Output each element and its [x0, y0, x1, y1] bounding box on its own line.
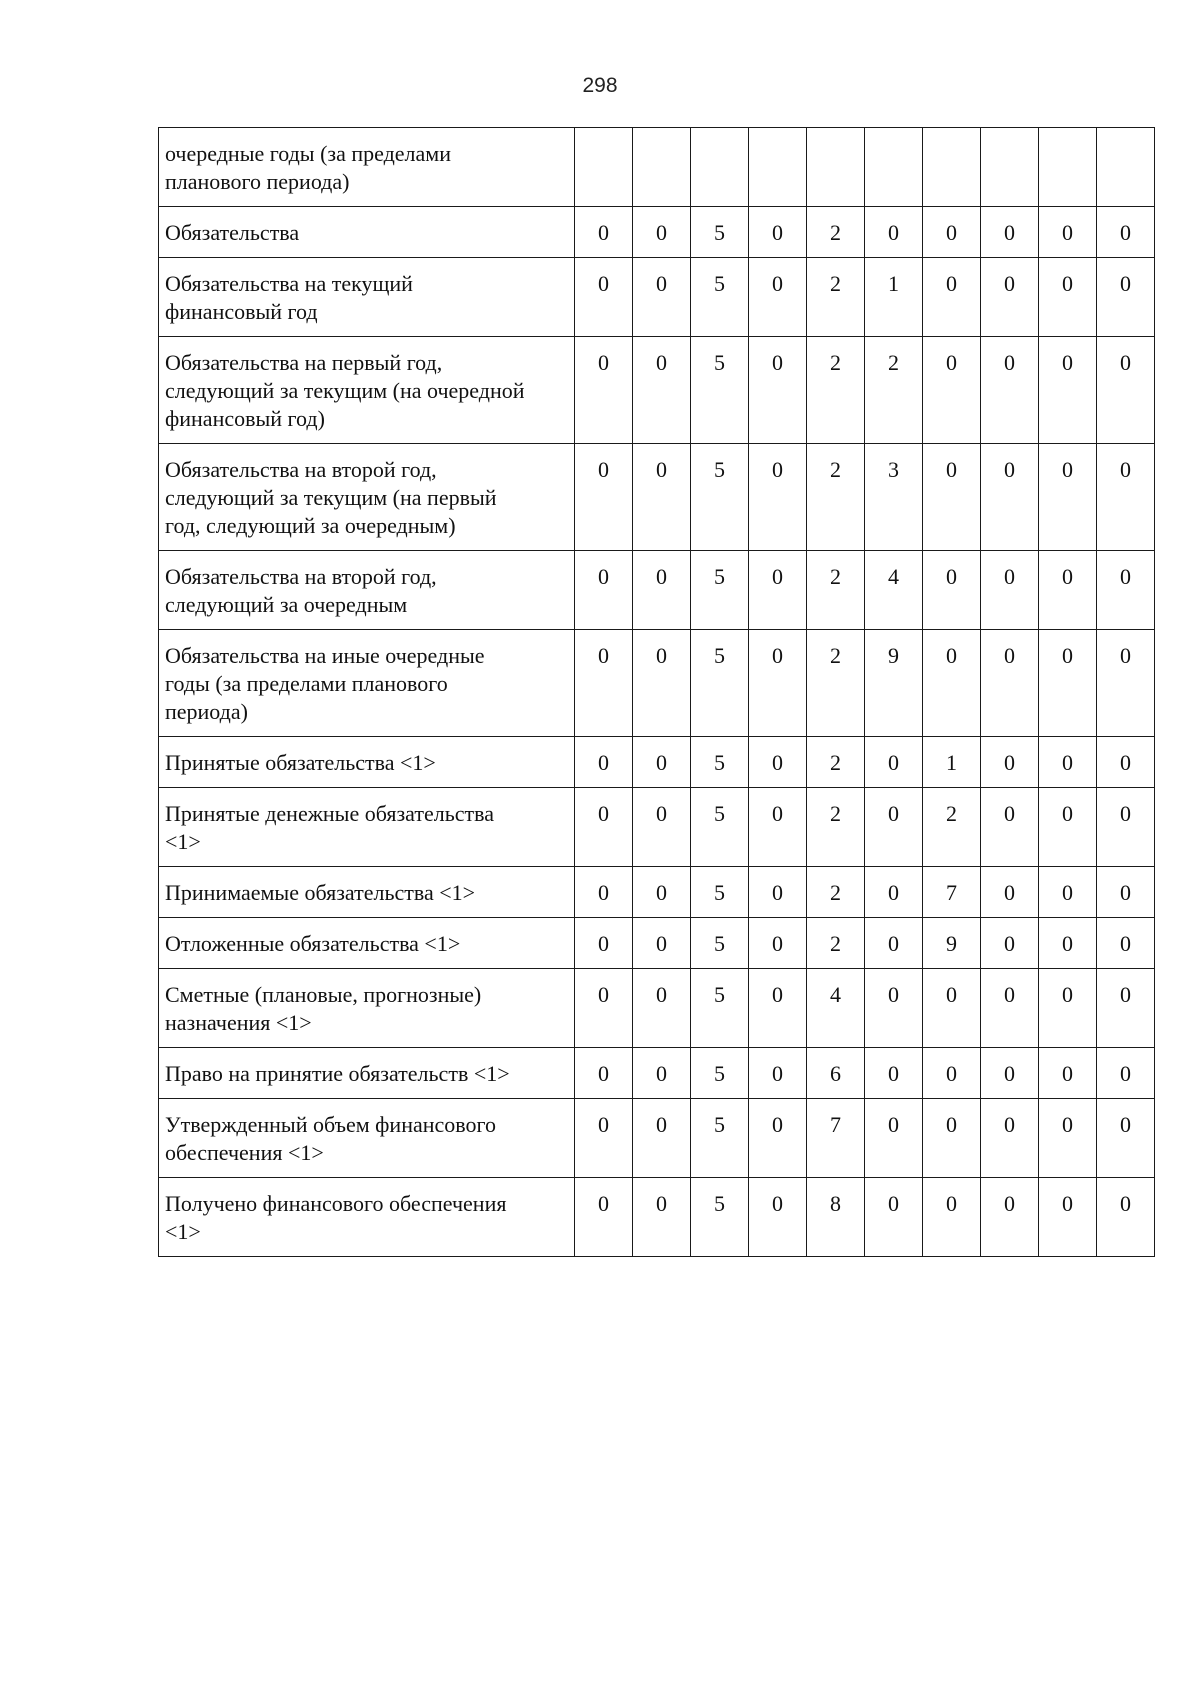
table-row	[159, 788, 1155, 867]
digit-cell: 0	[1097, 969, 1155, 1048]
digit-cell: 0	[749, 444, 807, 551]
digit-cell: 0	[575, 867, 633, 918]
digit-cell: 1	[923, 737, 981, 788]
digit-cell: 5	[691, 918, 749, 969]
digit-cell: 0	[633, 788, 691, 867]
row-name-cell: Отложенные обязательства <1>	[159, 918, 575, 969]
digit-cell: 0	[981, 1178, 1039, 1257]
digit-cell: 0	[633, 630, 691, 737]
digit-cell: 0	[633, 337, 691, 444]
digit-cell: 0	[865, 969, 923, 1048]
digit-cell: 0	[981, 258, 1039, 337]
digit-cell: 9	[865, 630, 923, 737]
digit-cell: 0	[981, 918, 1039, 969]
digit-cell: 0	[575, 207, 633, 258]
digit-cell: 0	[749, 337, 807, 444]
digit-cell: 0	[865, 867, 923, 918]
digit-cell: 1	[865, 258, 923, 337]
digit-cell: 0	[1039, 788, 1097, 867]
digit-cell: 0	[575, 337, 633, 444]
digit-cell: 2	[807, 444, 865, 551]
digit-cell: 0	[633, 1048, 691, 1099]
digit-cell: 0	[749, 551, 807, 630]
digit-cell	[1039, 128, 1097, 207]
digit-cell: 0	[865, 207, 923, 258]
digit-cell: 0	[575, 551, 633, 630]
digit-cell	[749, 128, 807, 207]
row-name-cell: Утвержденный объем финансового обеспечения <1>	[159, 1099, 575, 1178]
digit-cell: 0	[981, 1099, 1039, 1178]
digit-cell: 2	[807, 258, 865, 337]
digit-cell: 2	[923, 788, 981, 867]
digit-cell: 0	[865, 788, 923, 867]
digit-cell: 2	[807, 918, 865, 969]
digit-cell: 0	[575, 1099, 633, 1178]
row-name-cell: Обязательства на текущий финансовый год	[159, 258, 575, 337]
digit-cell: 5	[691, 1048, 749, 1099]
digit-cell: 0	[981, 444, 1039, 551]
digit-cell: 0	[1039, 867, 1097, 918]
digit-cell: 0	[749, 867, 807, 918]
digit-cell: 0	[923, 630, 981, 737]
digit-cell: 0	[1097, 1048, 1155, 1099]
digit-cell: 0	[1097, 337, 1155, 444]
digit-cell: 0	[575, 258, 633, 337]
digit-cell: 0	[575, 737, 633, 788]
digit-cell	[807, 128, 865, 207]
digit-cell: 0	[1039, 551, 1097, 630]
digit-cell: 5	[691, 337, 749, 444]
account-codes-table	[158, 127, 1155, 1257]
digit-cell: 0	[981, 337, 1039, 444]
digit-cell: 0	[633, 551, 691, 630]
digit-cell: 2	[865, 337, 923, 444]
digit-cell: 0	[633, 918, 691, 969]
digit-cell: 5	[691, 630, 749, 737]
row-name-cell: Обязательства на второй год, следующий за очередным	[159, 551, 575, 630]
digit-cell: 5	[691, 444, 749, 551]
digit-cell: 0	[1097, 258, 1155, 337]
digit-cell: 0	[1039, 1178, 1097, 1257]
page-number: 298	[582, 74, 618, 97]
digit-cell: 0	[749, 918, 807, 969]
digit-cell: 0	[1039, 969, 1097, 1048]
digit-cell: 0	[1039, 630, 1097, 737]
digit-cell: 0	[923, 337, 981, 444]
digit-cell: 0	[981, 1048, 1039, 1099]
digit-cell: 0	[1039, 337, 1097, 444]
digit-cell: 0	[633, 1099, 691, 1178]
digit-cell: 0	[575, 1048, 633, 1099]
digit-cell: 0	[575, 788, 633, 867]
digit-cell: 0	[1097, 1178, 1155, 1257]
digit-cell: 0	[1097, 867, 1155, 918]
row-name-cell: Обязательства на второй год, следующий за текущим (на первый год, следующий за очередным)	[159, 444, 575, 551]
digit-cell	[923, 128, 981, 207]
digit-cell: 5	[691, 1099, 749, 1178]
digit-cell: 0	[981, 737, 1039, 788]
digit-cell: 5	[691, 1178, 749, 1257]
digit-cell: 0	[981, 207, 1039, 258]
digit-cell: 9	[923, 918, 981, 969]
digit-cell: 0	[865, 1178, 923, 1257]
digit-cell: 0	[1039, 258, 1097, 337]
digit-cell	[865, 128, 923, 207]
digit-cell	[691, 128, 749, 207]
row-name-cell: Принимаемые обязательства <1>	[159, 867, 575, 918]
digit-cell: 0	[749, 1099, 807, 1178]
digit-cell: 0	[923, 1099, 981, 1178]
row-name-cell: Обязательства	[159, 207, 575, 258]
row-name-cell: Принятые обязательства <1>	[159, 737, 575, 788]
digit-cell: 2	[807, 207, 865, 258]
digit-cell: 0	[749, 1048, 807, 1099]
digit-cell: 0	[1039, 207, 1097, 258]
digit-cell: 0	[575, 444, 633, 551]
digit-cell: 0	[633, 737, 691, 788]
digit-cell: 6	[807, 1048, 865, 1099]
digit-cell: 0	[633, 1178, 691, 1257]
digit-cell	[981, 128, 1039, 207]
digit-cell: 7	[807, 1099, 865, 1178]
digit-cell: 0	[749, 969, 807, 1048]
table-row	[159, 551, 1155, 630]
table-row	[159, 128, 1155, 207]
digit-cell: 0	[981, 788, 1039, 867]
digit-cell: 0	[923, 444, 981, 551]
digit-cell: 5	[691, 258, 749, 337]
digit-cell: 2	[807, 867, 865, 918]
digit-cell: 0	[923, 1178, 981, 1257]
digit-cell: 0	[749, 737, 807, 788]
digit-cell: 4	[807, 969, 865, 1048]
digit-cell: 0	[865, 1099, 923, 1178]
digit-cell: 0	[575, 1178, 633, 1257]
row-name-cell: Право на принятие обязательств <1>	[159, 1048, 575, 1099]
digit-cell: 0	[865, 918, 923, 969]
table-row	[159, 969, 1155, 1048]
digit-cell: 0	[749, 258, 807, 337]
digit-cell: 0	[633, 444, 691, 551]
digit-cell: 0	[923, 1048, 981, 1099]
digit-cell: 0	[981, 867, 1039, 918]
digit-cell: 5	[691, 867, 749, 918]
digit-cell: 0	[981, 969, 1039, 1048]
digit-cell: 0	[633, 867, 691, 918]
digit-cell: 0	[981, 630, 1039, 737]
digit-cell: 3	[865, 444, 923, 551]
digit-cell: 0	[865, 1048, 923, 1099]
digit-cell: 2	[807, 337, 865, 444]
digit-cell: 0	[575, 630, 633, 737]
table-row	[159, 444, 1155, 551]
row-name-cell: Обязательства на иные очередные годы (за пределами планового периода)	[159, 630, 575, 737]
digit-cell: 0	[923, 551, 981, 630]
digit-cell: 8	[807, 1178, 865, 1257]
digit-cell: 2	[807, 551, 865, 630]
digit-cell: 0	[749, 630, 807, 737]
digit-cell: 0	[1097, 551, 1155, 630]
digit-cell: 0	[633, 207, 691, 258]
table-row	[159, 1048, 1155, 1099]
row-name-cell: Сметные (плановые, прогнозные) назначения <1>	[159, 969, 575, 1048]
row-name-cell: очередные годы (за пределами планового периода)	[159, 128, 575, 207]
digit-cell	[1097, 128, 1155, 207]
digit-cell: 0	[633, 258, 691, 337]
digit-cell: 0	[981, 551, 1039, 630]
digit-cell: 0	[1097, 1099, 1155, 1178]
table-row	[159, 1178, 1155, 1257]
table-row	[159, 737, 1155, 788]
digit-cell: 0	[865, 737, 923, 788]
digit-cell: 5	[691, 737, 749, 788]
digit-cell: 0	[633, 969, 691, 1048]
digit-cell: 0	[1039, 918, 1097, 969]
table-row	[159, 918, 1155, 969]
digit-cell: 0	[1039, 444, 1097, 551]
digit-cell: 7	[923, 867, 981, 918]
table-row	[159, 337, 1155, 444]
table-row	[159, 867, 1155, 918]
digit-cell: 5	[691, 207, 749, 258]
digit-cell	[575, 128, 633, 207]
digit-cell	[633, 128, 691, 207]
digit-cell: 0	[1039, 737, 1097, 788]
digit-cell: 0	[1097, 630, 1155, 737]
digit-cell: 4	[865, 551, 923, 630]
digit-cell: 0	[575, 969, 633, 1048]
digit-cell: 0	[1097, 918, 1155, 969]
digit-cell: 0	[1097, 788, 1155, 867]
digit-cell: 5	[691, 788, 749, 867]
digit-cell: 0	[1039, 1099, 1097, 1178]
digit-cell: 5	[691, 551, 749, 630]
digit-cell: 2	[807, 630, 865, 737]
table-row	[159, 1099, 1155, 1178]
row-name-cell: Получено финансового обеспечения <1>	[159, 1178, 575, 1257]
digit-cell: 0	[575, 918, 633, 969]
row-name-cell: Принятые денежные обязательства <1>	[159, 788, 575, 867]
digit-cell: 5	[691, 969, 749, 1048]
table-row	[159, 207, 1155, 258]
digit-cell: 0	[1039, 1048, 1097, 1099]
table-body	[159, 128, 1155, 1257]
digit-cell: 0	[749, 1178, 807, 1257]
table-row	[159, 258, 1155, 337]
digit-cell: 0	[1097, 207, 1155, 258]
table-row	[159, 630, 1155, 737]
digit-cell: 0	[749, 788, 807, 867]
row-name-cell: Обязательства на первый год, следующий за текущим (на очередной финансовый год)	[159, 337, 575, 444]
digit-cell: 0	[1097, 444, 1155, 551]
digit-cell: 0	[749, 207, 807, 258]
digit-cell: 2	[807, 788, 865, 867]
digit-cell: 0	[923, 969, 981, 1048]
digit-cell: 2	[807, 737, 865, 788]
digit-cell: 0	[1097, 737, 1155, 788]
digit-cell: 0	[923, 258, 981, 337]
digit-cell: 0	[923, 207, 981, 258]
